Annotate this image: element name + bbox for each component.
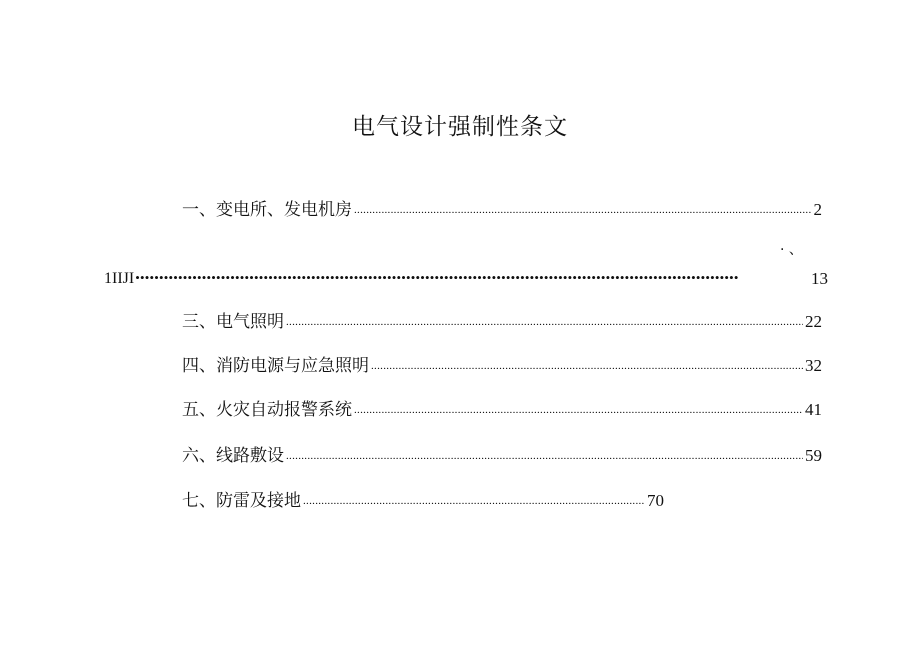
toc-dot-leader: [354, 403, 803, 417]
toc-entry-page: 32: [805, 356, 822, 375]
toc-entry-page: 41: [805, 400, 822, 419]
toc-dot-leader: [354, 203, 812, 217]
toc-entry-page: 70: [647, 491, 664, 510]
toc-entry-3: [182, 309, 822, 333]
toc-dot-leader: [286, 449, 803, 463]
toc-entry-label: 1IIJI: [104, 270, 135, 287]
toc-entry-page: 13: [811, 269, 828, 288]
toc-entry-label: 四、消防电源与应急照明: [182, 356, 369, 376]
toc-dot-leader: [135, 271, 810, 285]
toc-entry-1: [182, 197, 822, 221]
toc-entry-page: 2: [813, 200, 822, 219]
stray-marks: · 、: [780, 242, 803, 258]
toc-dot-leader: [286, 315, 803, 329]
toc-entry-label: 七、防雷及接地: [182, 491, 301, 511]
toc-entry-page: 59: [805, 446, 822, 465]
toc-entry-4: [182, 353, 822, 377]
toc-entry-2: [104, 266, 828, 290]
toc-entry-page: 22: [805, 312, 822, 331]
toc-entry-5: [182, 397, 822, 421]
toc-entry-label: 五、火灾自动报警系统: [182, 400, 352, 420]
toc-entry-label: 一、变电所、发电机房: [182, 200, 352, 220]
toc-entry-7: [182, 488, 664, 512]
toc-entry-6: [182, 443, 822, 467]
toc-entry-label: 六、线路敷设: [182, 446, 284, 466]
toc-dot-leader: [303, 494, 645, 508]
toc-dot-leader: [371, 359, 803, 373]
toc-entry-label: 三、电气照明: [182, 312, 284, 332]
document-title: 电气设计强制性条文: [352, 114, 568, 140]
